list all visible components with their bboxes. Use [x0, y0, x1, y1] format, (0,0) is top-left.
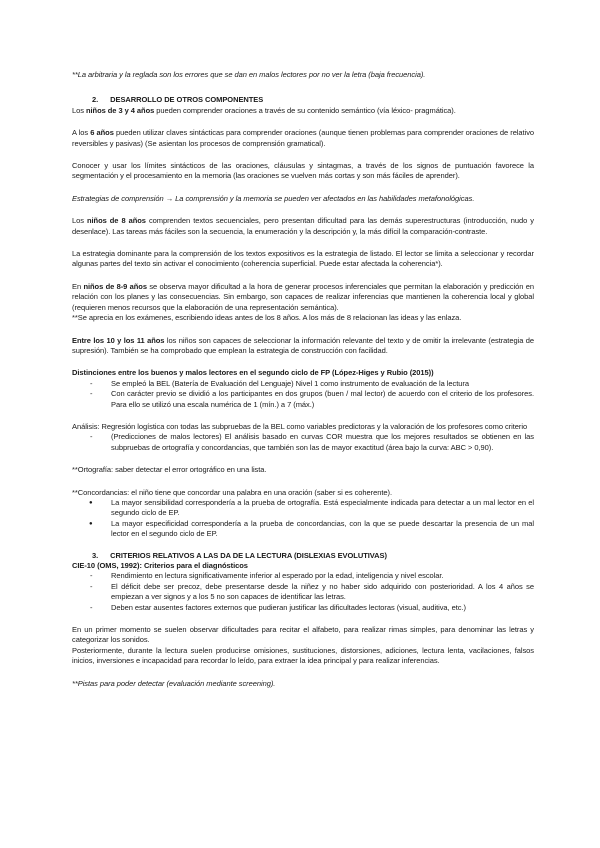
- list-item: - Se empleó la BEL (Batería de Evaluación del Lenguaje) Nivel 1 como instrumento de evaluación de la lectura: [72, 379, 534, 389]
- concordancias-list: [72, 498, 534, 540]
- note-arbitraria: **La arbitraria y la reglada son los errores que se dan en malos lectores por no ver la letra (baja frecuencia).: [72, 70, 426, 79]
- paragraph-estrategia-listado: La estrategia dominante para la comprensión de los textos expositivos es la estrategia de listado. El lector se limita a seleccionar y recordar algunas partes del texto sin activar el conocimiento (coherencia superficial. Puede estar afectada la coherencia*).: [72, 249, 534, 269]
- paragraph-limites-sintacticos: Conocer y usar los límites sintácticos de las oraciones, cláusulas y sintagmas, a través de los signos de puntuación favorece la segmentación y el procesamiento en la memoria (las oraciones se vuelven más cortas y son más fáciles de aprender).: [72, 161, 534, 181]
- paragraph-6-anos: [72, 128, 534, 149]
- section-3-title: CRITERIOS RELATIVOS A LAS DA DE LA LECTURA (DISLEXIAS EVOLUTIVAS): [110, 550, 387, 560]
- paragraph-8-9-anos: [72, 282, 534, 313]
- section-2-heading: [72, 95, 534, 105]
- section-2-title: DESARROLLO DE OTROS COMPONENTES: [110, 95, 264, 105]
- p1-bold: niños de 3 y 4 años: [85, 105, 155, 115]
- p1-text-c: pueden comprender oraciones a través de su contenido semántico (vía léxico- pragmática).: [154, 105, 456, 115]
- section-3-number: 3.: [92, 550, 99, 560]
- p2-bold: 6 años: [90, 128, 114, 138]
- cie-heading: CIE-10 (OMS, 1992): Criterios para el diagnósticos: [72, 561, 248, 570]
- paragraph-3-4-anos: [72, 106, 534, 116]
- p2-text-c: pueden utilizar claves sintácticas para comprender oraciones (aunque tienen problemas para comprender oraciones de relativo reversibles y pasivas) (Se asientan los procesos de comprensión gramatical).: [72, 128, 535, 148]
- list-item: ● La mayor sensibilidad correspondería a la prueba de ortografía. Está especialmente indicada para detectar a un mal lector en el segundo ciclo de EP.: [72, 498, 534, 519]
- p5-text-a: Los: [72, 216, 87, 226]
- paragraph-posteriormente: Posteriormente, durante la lectura suelen producirse omisiones, sustituciones, distorsiones, adiciones, lectura lenta, vacilaciones, falsos inicios, inversiones e incapacidad para recordar lo leído, para extraer la idea principal y para realizar inferencias.: [72, 645, 534, 666]
- note-ortografia: **Ortografía: saber detectar el error ortográfico en una lista.: [72, 465, 267, 475]
- p7-bold: niños de 8-9 años: [83, 281, 147, 291]
- list-item: - Rendimiento en lectura significativamente inferior al esperado por la edad, inteligencia y nivel escolar.: [72, 571, 534, 581]
- cie-list: [72, 571, 534, 613]
- analisis-list: [72, 432, 534, 453]
- section-3-heading: [72, 551, 534, 561]
- paragraph-primer-momento: En un primer momento se suelen observar dificultades para recitar el alfabeto, para realizar rimas simples, para denominar las letras y categorizar los sonidos.: [72, 625, 534, 645]
- distinciones-list: [72, 379, 534, 410]
- p7-text-a: En: [72, 281, 84, 291]
- paragraph-estrategias: Estrategias de comprensión → La comprensión y la memoria se pueden ver afectados en las habilidades metafonológicas.: [72, 193, 475, 203]
- note-examenes: **Se aprecia en los exámenes, escribiendo ideas antes de los 8 años. A los más de 8 relacionan las ideas y las enlaza.: [72, 313, 462, 323]
- list-item: ● La mayor especificidad correspondería a la prueba de concordancias, con la que se puede descartar la presencia de un mal lector en el segundo ciclo de EP.: [72, 519, 534, 540]
- p2-text-a: A los: [72, 128, 91, 138]
- section-2-number: 2.: [92, 95, 99, 105]
- p1-text-a: Los: [72, 105, 86, 115]
- list-item: - El déficit debe ser precoz, debe presentarse desde la niñez y no haber sido adquirido con posterioridad. A los 4 años se empiezan a ver signos y a los 5 no son capaces de identificar las letras.: [72, 582, 534, 603]
- paragraph-8-anos: [72, 216, 534, 237]
- note-pistas: **Pistas para poder detectar (evaluación mediante screening).: [72, 678, 276, 688]
- distinciones-heading: Distinciones entre los buenos y malos lectores en el segundo ciclo de FP (López-Higes y Rubio (2015)): [72, 368, 434, 378]
- paragraph-10-11-anos: [72, 336, 534, 357]
- note-concordancias: **Concordancias: el niño tiene que concordar una palabra en una oración (saber si es coherente).: [72, 487, 392, 497]
- p5-text-c: comprenden textos secuenciales, pero presentan dificultad para las demás superestructuras (introducción, nudo y desenlace). Las tareas más fáciles son la secuencia, la enumeración y la descripción y, la más difícil la comparación-contraste.: [72, 216, 534, 236]
- p8-text-c: los niños son capaces de seleccionar la información relevante del texto y de omitir la irrelevante (estrategia de supresión). También se ha comprobado que emplean la estrategia de construcción con facilidad.: [72, 335, 534, 355]
- p5-bold: niños de 8 años: [86, 216, 146, 226]
- list-item: - (Predicciones de malos lectores) El análisis basado en curvas COR muestra que los mejores resultados se obtienen en las subpruebas de ortografía y concordancias, que también son las de mayor exactitud (área bajo la curva: ABC > 0,90).: [72, 432, 534, 453]
- list-item: - Deben estar ausentes factores externos que pudieran justificar las dificultades lectoras (visual, auditiva, etc.): [72, 603, 534, 613]
- p8-bold: Entre los 10 y los 11 años: [72, 335, 165, 345]
- paragraph-analisis: Análisis: Regresión logística con todas las subpruebas de la BEL como variables predictoras y la valoración de los profesores como criterio: [72, 421, 528, 431]
- document-page: [72, 70, 534, 689]
- p7-text-c: se observa mayor dificultad a la hora de generar procesos inferenciales que permitan la elaboración y predicción en relación con los planes y las consecuencias. Sin embargo, son capaces de realizar inferencias que mantienen la coherencia local y global (requieren menos recursos que la elaboración de una representación semántica).: [72, 281, 535, 312]
- list-item: - Con carácter previo se dividió a los participantes en dos grupos (buen / mal lector) de acuerdo con el criterio de los profesores. Para ello se utilizó una escala numérica de 1 (mín.) a 7 (máx.): [72, 389, 534, 410]
